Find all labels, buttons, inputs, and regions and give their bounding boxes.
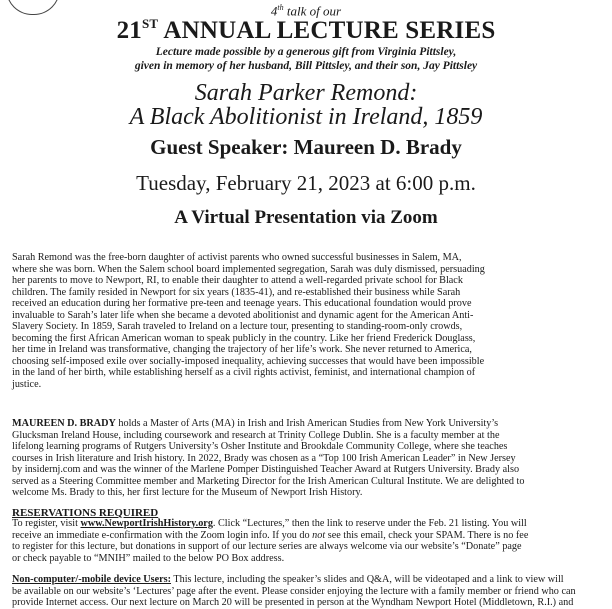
bio-line: served as a Steering Committee member and Marketing Director for the Irish American Cultural Institute. We are delighted to [12, 475, 525, 487]
event-datetime: Tuesday, February 21, 2023 at 6:00 p.m. [136, 171, 476, 195]
bio-speaker-name: MAUREEN D. BRADY [12, 418, 116, 429]
noncomputer-text: provide Internet access. Our next lecture on March 20 will be presented in person at the Wyndham Newport Hotel (Middletown, R.I.) and [12, 597, 574, 609]
noncomputer-users-paragraph [12, 574, 602, 609]
noncomputer-text: This lecture, including the speaker’s slides and Q&A, will be videotaped and a link to view will [171, 574, 564, 585]
reservations-text: receive an immediate e-confirmation with the Zoom login info. If you do [12, 529, 313, 541]
description-line: choosing self-imposed exile over socially-imposed inequality, achieving successes that would have been impossible [12, 355, 485, 367]
gift-line-1: Lecture made possible by a generous gift from Virginia Pittsley, [155, 46, 457, 58]
guest-speaker: Guest Speaker: Maureen D. Brady [150, 135, 462, 159]
bio-line: welcome Ms. Brady to this, her first lecture for the Museum of Newport Irish History. [12, 487, 363, 499]
reservations-heading: RESERVATIONS REQUIRED [12, 507, 159, 519]
description-line: in the land of her birth, while establishing herself as a civil rights activist, feminist, and international champion of [12, 367, 476, 379]
description-line: received an education during her formative pre-teen and teenage years. This educational foundation would prove [12, 298, 472, 310]
website-link[interactable]: www.NewportIrishHistory.org [80, 518, 213, 529]
description-paragraph [12, 252, 602, 391]
reservations-text: or check payable to “MNIH” mailed to the below PO Box address. [12, 552, 285, 564]
description-line: Sarah Remond was the free-born daughter of activist parents who owned successful businesses in Salem, MA, [12, 252, 462, 263]
emphasis-not: not [312, 529, 326, 541]
description-line: Slavery Society. In 1859, Sarah traveled to Ireland on a lecture tour, presenting to standing-room-only crowds, [12, 321, 463, 333]
description-line: where she was born. When the Salem school board implemented segregation, Sarah was duly dismissed, persuading [12, 263, 485, 275]
reservations-text: to register for this lecture, but donations in support of our lecture series are always welcome via our website’s “Donate” page [12, 541, 522, 553]
bio-line: by insidernj.com and was the winner of the Marlene Pomper Distinguished Teacher Award at Rutgers University. Brady also [12, 464, 520, 476]
bio-line: courses in Irish literature and Irish history. In 2022, Brady was chosen as a “Top 100 Irish American Leader” in New Jersey [12, 452, 516, 464]
reservations-text: To register, visit [12, 518, 81, 529]
description-line: becoming the first African American woman to speak publicly in the country. Like her friend Frederick Douglass, [12, 332, 476, 344]
bio-line: holds a Master of Arts (MA) in Irish and Irish American Studies from New York University’s [115, 418, 499, 429]
lecture-series-heading: 21ST ANNUAL LECTURE SERIES [116, 16, 496, 44]
speaker-bio-paragraph [12, 418, 602, 499]
reservations-text: see this email, check your SPAM. There is no fee [325, 529, 529, 541]
noncomputer-label: Non-computer/-mobile device Users: [12, 574, 172, 585]
talk-title-line-1: Sarah Parker Remond: [194, 80, 418, 106]
gift-line-2: given in memory of her husband, Bill Pittsley, and their son, Jay Pittsley [134, 60, 478, 72]
description-line: justice. [12, 379, 42, 391]
noncomputer-text: be available on our website’s ‘Lectures’ page after the event. Please consider enjoying the lecture with a family member or friend who can [12, 585, 576, 597]
description-line: her parents to move to Newport, RI, to enable their daughter to attend a well-regarded private school for Black [12, 275, 463, 287]
reservations-paragraph [12, 518, 602, 564]
bio-line: Glucksman Ireland House, including coursework and research at Trinity College Dublin. She is a faculty member at the [12, 429, 500, 441]
presentation-format: A Virtual Presentation via Zoom [174, 207, 438, 228]
reservations-text: . Click “Lectures,” then the link to reserve under the Feb. 21 listing. You will [212, 518, 527, 529]
description-line: children. The family resided in Newport for six years (1835-41), and re-established their business while Sarah [12, 286, 461, 298]
talk-number-kicker: 4th talk of our [270, 3, 342, 19]
talk-title-line-2: A Black Abolitionist in Ireland, 1859 [129, 104, 483, 130]
description-line: invaluable to Sarah’s later life when she became a devoted abolitionist and dynamic agent for the American Anti- [12, 309, 474, 321]
description-line: her time in Ireland was transformative, changing the trajectory of her life’s work. She never returned to America, [12, 344, 472, 356]
bio-line: lifelong learning programs of Rutgers University’s Osher Institute and Brookdale Community College, where she teaches [12, 441, 508, 453]
